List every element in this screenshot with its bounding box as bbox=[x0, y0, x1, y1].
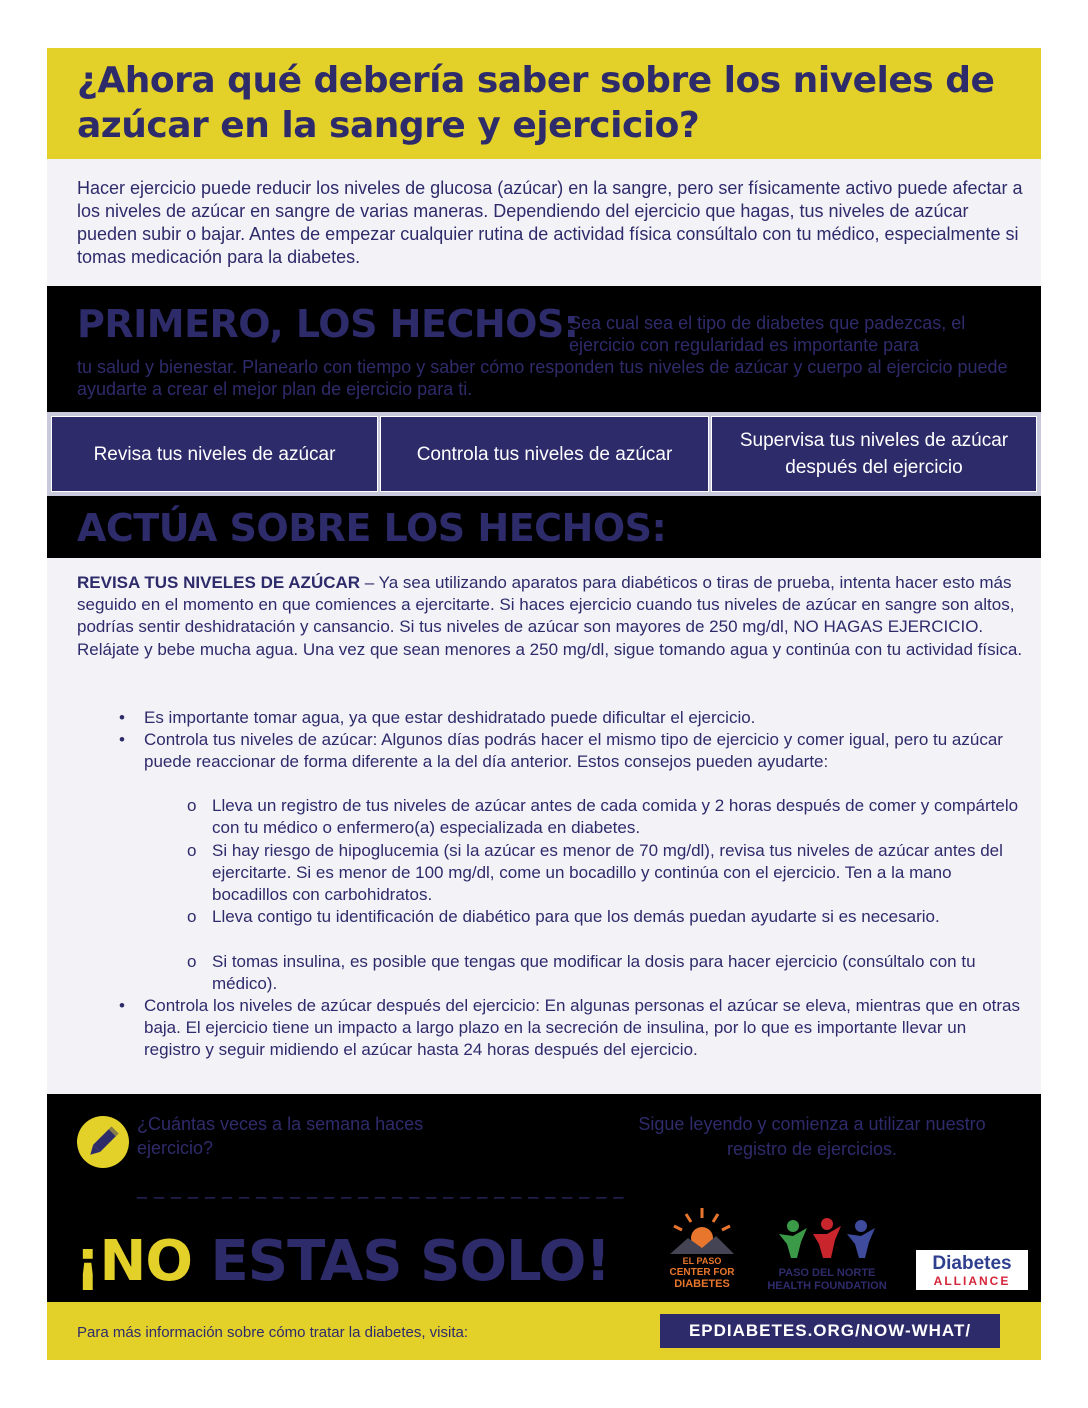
bullet-1: Es importante tomar agua, ya que estar deshidratado puede dificultar el ejercicio. bbox=[144, 708, 756, 727]
answer-line: _ _ _ _ _ _ _ _ _ _ _ _ _ _ _ _ _ _ _ _ _ _ _ _ _ _ _ _ _ bbox=[137, 1179, 625, 1199]
website-link[interactable]: EPDIABETES.ORG/NOW-WHAT/ bbox=[660, 1314, 1000, 1348]
sub-bullet-3: Lleva contigo tu identificación de diabético para que los demás puedan ayudarte si es necesario. bbox=[212, 907, 940, 926]
pencil-icon bbox=[77, 1116, 129, 1168]
slogan-rest: ESTAS SOLO! bbox=[210, 1229, 610, 1294]
lead-text: – Ya sea utilizando aparatos para diabéticos o tiras de prueba, intenta hacer esto más seguido en el momento en que comiences a ejercitarte. Si haces ejercicio cuando tus niveles de azúcar en sangre son altos, podrías sentir deshidratación y cansancio. Si tus niveles de azúcar son mayores de 250 mg/dl, NO HAGAS EJERCICIO. Relájate y bebe mucha agua. Una vez que sean menores a 250 mg/dl, sigue tomando agua y continúa con tu actividad física. bbox=[77, 573, 1023, 659]
logo1-line1: EL PASO bbox=[682, 1256, 722, 1266]
sub-bullet-marker: o bbox=[187, 907, 197, 926]
act-section bbox=[47, 496, 1041, 558]
act-heading: ACTÚA SOBRE LOS HECHOS: bbox=[77, 506, 667, 550]
lead-bold: REVISA TUS NIVELES DE AZÚCAR bbox=[77, 573, 361, 592]
bottom-section bbox=[47, 1094, 1041, 1302]
sub-bullet-1: Lleva un registro de tus niveles de azúcar antes de cada comida y 2 horas después de comer y compártelo con tu médico o enfermero(a) especializada en diabetes. bbox=[212, 796, 1019, 838]
intro-text: Hacer ejercicio puede reducir los niveles de glucosa (azúcar) en la sangre, pero ser físicamente activo puede afectar a los niveles de azúcar en sangre de varias maneras. Dependiendo del ejercicio que hagas, tus niveles de azúcar pueden subir o bajar. Antes de empezar cualquier rutina de actividad física consúltalo con tu médico, especialmente si tomas medicación para la diabetes. bbox=[77, 178, 1023, 267]
el-paso-center-logo bbox=[662, 1202, 742, 1292]
logo2-line2: HEALTH FOUNDATION bbox=[767, 1280, 887, 1292]
title-line-2: azúcar en la sangre y ejercicio? bbox=[77, 105, 700, 146]
header-banner bbox=[47, 48, 1041, 159]
body-section bbox=[47, 558, 1041, 1094]
facts-rest-text: tu salud y bienestar. Planearlo con tiempo y saber cómo responden tus niveles de azúcar y cuerpo al ejercicio puede ayudarte a crear el mejor plan de ejercicio para ti. bbox=[77, 357, 1008, 399]
sub-bullet-marker: o bbox=[187, 841, 197, 860]
facts-heading: PRIMERO, LOS HECHOS: bbox=[77, 302, 579, 346]
bullet-dot: • bbox=[119, 708, 125, 727]
logo1-line3: DIABETES bbox=[674, 1278, 730, 1290]
footer-bar bbox=[47, 1302, 1041, 1360]
slogan bbox=[75, 1229, 610, 1294]
facts-section bbox=[47, 286, 1041, 412]
lead-paragraph bbox=[77, 572, 1027, 661]
intro-section bbox=[47, 159, 1041, 286]
diabetes-alliance-logo bbox=[916, 1250, 1028, 1290]
logo1-line2: CENTER FOR bbox=[669, 1267, 735, 1278]
paso-del-norte-logo bbox=[757, 1214, 897, 1294]
exercise-question: ¿Cuántas veces a la semana haces ejercicio? bbox=[137, 1114, 424, 1158]
bullet-dot: • bbox=[119, 730, 125, 749]
slogan-start: ¡NO bbox=[75, 1229, 211, 1294]
logo3-line2: ALLIANCE bbox=[933, 1274, 1011, 1288]
facts-side-text: Sea cual sea el tipo de diabetes que padezcas, el ejercicio con regularidad es importante para bbox=[569, 313, 966, 355]
sub-bullet-4: Si tomas insulina, es posible que tengas que modificar la dosis para hacer ejercicio (consúltalo con tu médico). bbox=[212, 952, 976, 994]
sub-bullet-marker: o bbox=[187, 796, 197, 815]
sub-bullet-marker: o bbox=[187, 952, 197, 971]
bullet-3: Controla los niveles de azúcar después del ejercicio: En algunas personas el azúcar se eleva, mientras que en otras baja. El ejercicio tiene un impacto a largo plazo en la secreción de insulina, por lo que es importante llevar un registro y seguir midiendo el azúcar hasta 24 horas después del ejercicio. bbox=[144, 996, 1020, 1060]
logo2-line1: PASO DEL NORTE bbox=[778, 1267, 876, 1279]
page-title bbox=[77, 58, 994, 148]
step-box-monitor: Supervisa tus niveles de azúcar después del ejercicio bbox=[711, 416, 1037, 492]
step-box-control: Controla tus niveles de azúcar bbox=[380, 416, 709, 492]
bullet-2: Controla tus niveles de azúcar: Algunos días podrás hacer el mismo tipo de ejercicio y comer igual, pero tu azúcar puede reaccionar de forma diferente a la del día anterior. Estos consejos pueden ayudarte: bbox=[144, 730, 1003, 772]
follow-text: Sigue leyendo y comienza a utilizar nuestro registro de ejercicios. bbox=[638, 1114, 986, 1159]
footer-text: Para más información sobre cómo tratar la diabetes, visita: bbox=[77, 1324, 469, 1341]
steps-row bbox=[47, 412, 1041, 496]
title-line-1: ¿Ahora qué debería saber sobre los niveles de bbox=[77, 60, 995, 101]
sub-bullet-2: Si hay riesgo de hipoglucemia (si la azúcar es menor de 70 mg/dl), revisa tus niveles de azúcar antes del ejercitarte. Si es menor de 100 mg/dl, come un bocadillo y continúa con el ejercicio. Ten a la mano bocadillos con carbohidratos. bbox=[212, 841, 1003, 905]
step-box-check: Revisa tus niveles de azúcar bbox=[51, 416, 378, 492]
bullet-dot: • bbox=[119, 996, 125, 1015]
logo3-line1: Diabetes bbox=[932, 1253, 1012, 1274]
